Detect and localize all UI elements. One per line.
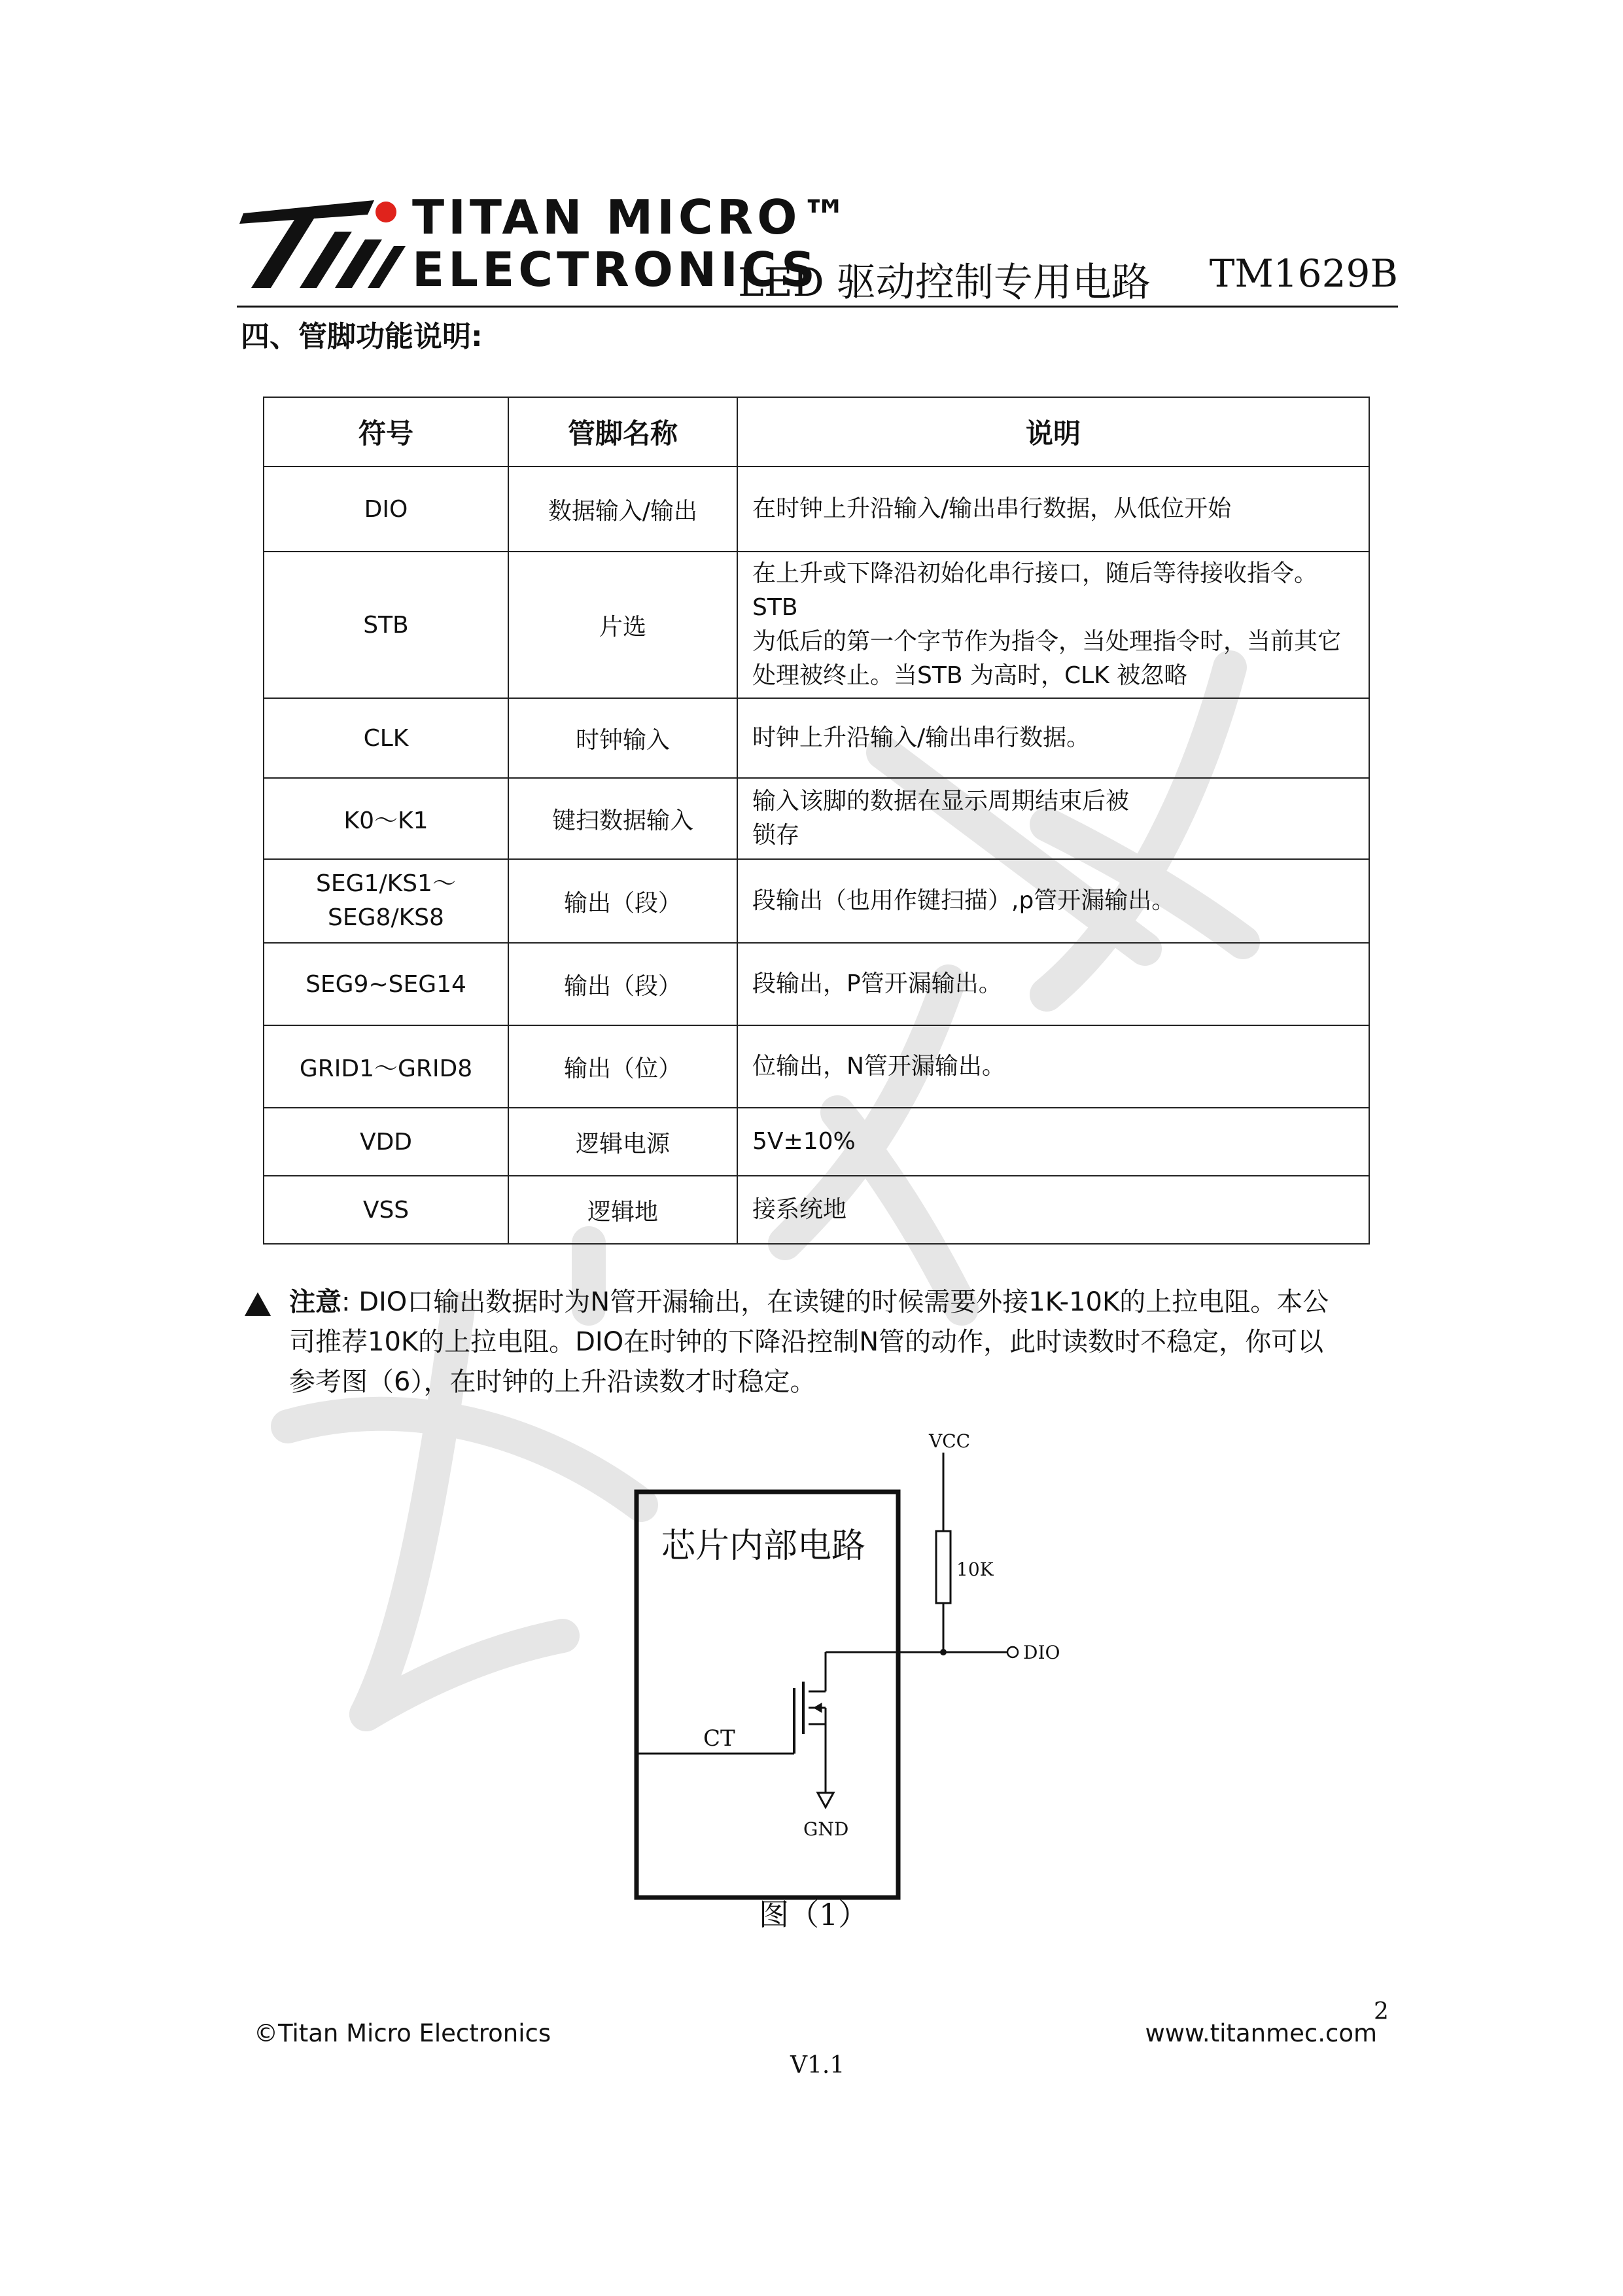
- table-row: [264, 467, 1369, 552]
- pin-symbol: VDD: [264, 1108, 508, 1176]
- logo-line-1: TITAN MICRO™: [412, 190, 852, 245]
- page-number: 2: [1374, 1998, 1389, 2025]
- pin-name: 逻辑地: [508, 1176, 737, 1244]
- section-title: 四、管脚功能说明:: [241, 320, 483, 353]
- note-paragraph: [289, 1282, 1401, 1402]
- pin-name: 键扫数据输入: [508, 778, 737, 859]
- pin-symbol: SEG1/KS1～ SEG8/KS8: [264, 859, 508, 943]
- pin-name: 输出（位）: [508, 1025, 737, 1108]
- pin-description: 段输出，P管开漏输出。: [737, 943, 1369, 1025]
- pin-description: 输入该脚的数据在显示周期结束后被 锁存: [737, 778, 1369, 859]
- table-row: [264, 859, 1369, 943]
- pin-name: 片选: [508, 552, 737, 698]
- resistor-label: 10K: [956, 1559, 994, 1580]
- table-row: [264, 1176, 1369, 1244]
- pin-symbol: SEG9~SEG14: [264, 943, 508, 1025]
- table-header-row: [264, 397, 1369, 467]
- pin-symbol: GRID1～GRID8: [264, 1025, 508, 1108]
- footer-copyright: ©Titan Micro Electronics: [254, 2019, 551, 2047]
- header-symbol: 符号: [264, 397, 508, 467]
- ground-symbol: [818, 1793, 833, 1807]
- pin-symbol: VSS: [264, 1176, 508, 1244]
- table-row: [264, 552, 1369, 698]
- table-row: [264, 1025, 1369, 1108]
- vcc-label: VCC: [929, 1430, 971, 1452]
- header-divider: [237, 306, 1398, 308]
- note-label: 注意: [289, 1287, 341, 1317]
- pin-name: 逻辑电源: [508, 1108, 737, 1176]
- pin-symbol: K0～K1: [264, 778, 508, 859]
- header-description: 说明: [737, 397, 1369, 467]
- note-line-1: : DIO口输出数据时为N管开漏输出，在读键的时候需要外接1K-10K的上拉电阻。本公: [341, 1287, 1329, 1317]
- pin-description: 接系统地: [737, 1176, 1369, 1244]
- note-line-2: 司推荐10K的上拉电阻。DIO在时钟的下降沿控制N管的动作，此时读数时不稳定，你可以: [289, 1327, 1324, 1357]
- gnd-label: GND: [803, 1818, 849, 1840]
- document-title: LED 驱动控制专用电路: [738, 260, 1151, 306]
- pin-description: 在时钟上升沿输入/输出串行数据，从低位开始: [737, 467, 1369, 552]
- logo-dot-icon: [375, 202, 396, 222]
- pin-symbol: DIO: [264, 467, 508, 552]
- warning-triangle-icon: [245, 1292, 271, 1316]
- document-version: V1.1: [790, 2052, 845, 2079]
- pin-description: 位输出，N管开漏输出。: [737, 1025, 1369, 1108]
- table-row: [264, 778, 1369, 859]
- table-row: [264, 943, 1369, 1025]
- pin-name: 时钟输入: [508, 698, 737, 778]
- part-number: TM1629B: [1209, 251, 1398, 296]
- pin-symbol: CLK: [264, 698, 508, 778]
- chip-label: 芯片内部电路: [661, 1527, 866, 1566]
- header-pin-name: 管脚名称: [508, 397, 737, 467]
- pin-function-table: [263, 397, 1370, 1245]
- ct-label: CT: [703, 1725, 735, 1752]
- pin-description: 在上升或下降沿初始化串行接口，随后等待接收指令。STB 为低后的第一个字节作为指令，当处理指令时，当前其它 处理被终止。当STB 为高时，CLK 被忽略: [737, 552, 1369, 698]
- pin-name: 输出（段）: [508, 943, 737, 1025]
- footer-website[interactable]: www.titanmec.com: [1145, 2019, 1377, 2047]
- dio-label: DIO: [1023, 1642, 1060, 1663]
- table-row: [264, 698, 1369, 778]
- pin-symbol: STB: [264, 552, 508, 698]
- pin-name: 数据输入/输出: [508, 467, 737, 552]
- dio-pullup-circuit-diagram: [589, 1426, 1086, 1911]
- pin-name: 输出（段）: [508, 859, 737, 943]
- company-logo: [237, 195, 407, 293]
- dio-terminal: [1007, 1647, 1018, 1657]
- pin-description: 时钟上升沿输入/输出串行数据。: [737, 698, 1369, 778]
- resistor-10k: [936, 1531, 951, 1603]
- pin-description: 5V±10%: [737, 1108, 1369, 1176]
- note-line-3: 参考图（6），在时钟的上升沿读数才时稳定。: [289, 1367, 816, 1397]
- figure-caption: 图（1）: [759, 1897, 869, 1932]
- table-row: [264, 1108, 1369, 1176]
- logo-line-2: ELECTRONICS: [412, 242, 819, 297]
- pin-description: 段输出（也用作键扫描）,p管开漏输出。: [737, 859, 1369, 943]
